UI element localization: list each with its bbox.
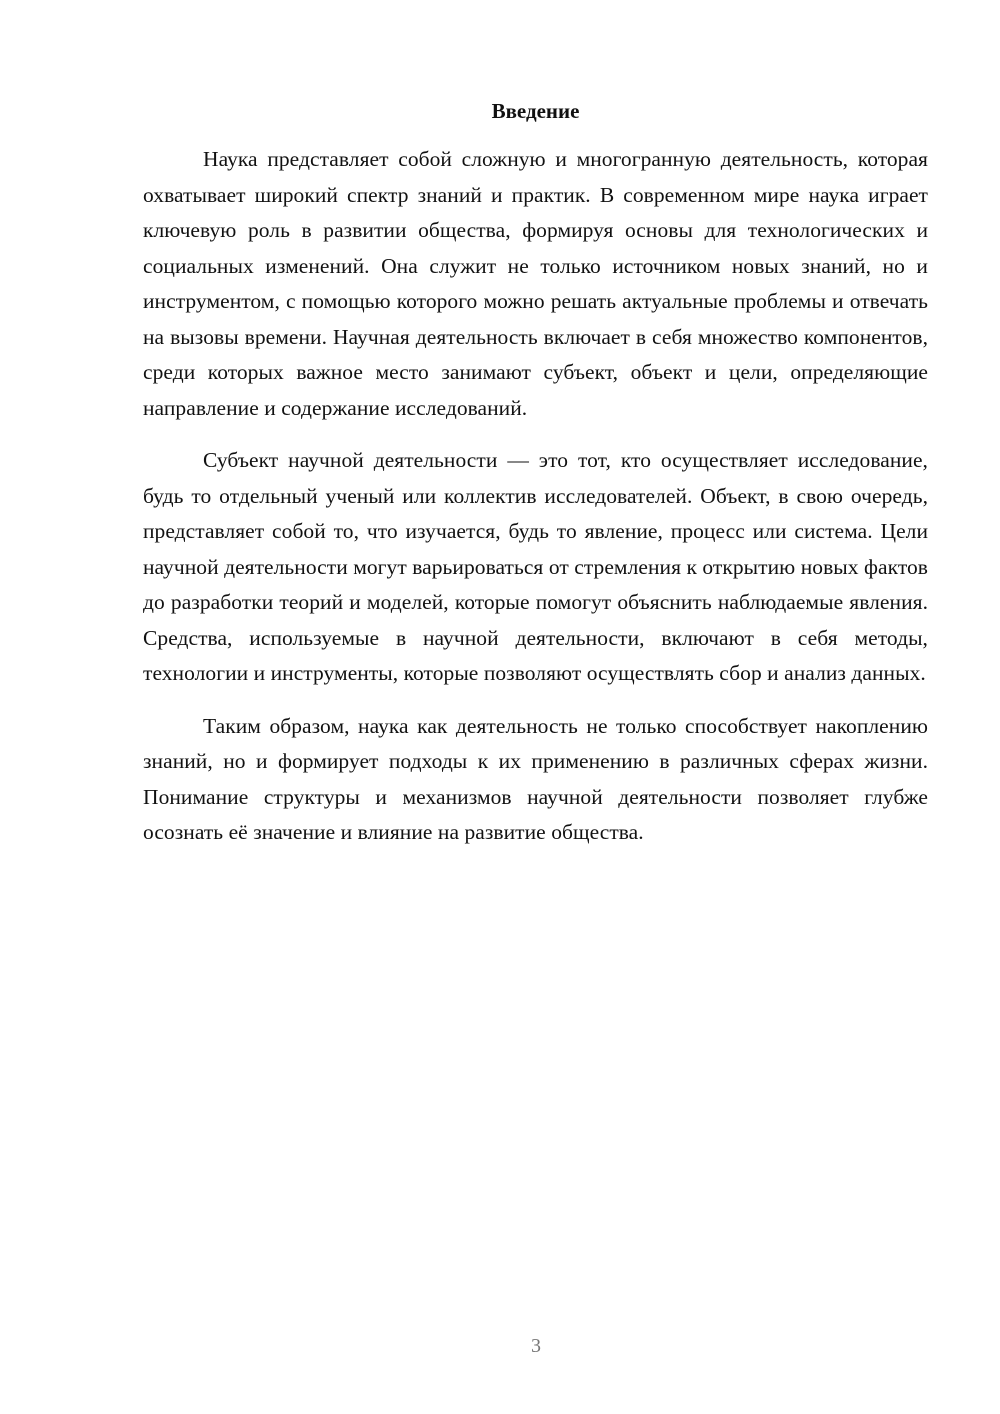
section-title: Введение [491,99,580,123]
document-content [143,96,928,851]
paragraph-2: Субъект научной деятельности — это тот, кто осуществляет исследование, будь то отдельный ученый или коллектив исследователей. Объект, в свою очередь, представляет собой то, что изучается, будь то явление, процесс или система. Цели научной деятельности могут варьироваться от стремления к открытию новых фактов до разработки теорий и моделей, которые помогут объяснить наблюдаемые явления. Средства, используемые в научной деятельности, включают в себя методы, технологии и инструменты, которые позволяют осуществлять сбор и анализ данных. [143,448,928,685]
paragraph-1: Наука представляет собой сложную и многогранную деятельность, которая охватывает широкий спектр знаний и практик. В современном мире наука играет ключевую роль в развитии общества, формируя основы для технологических и социальных изменений. Она служит не только источником новых знаний, но и инструментом, с помощью которого можно решать актуальные проблемы и отвечать на вызовы времени. Научная деятельность включает в себя множество компонентов, среди которых важное место занимают субъект, объект и цели, определяющие направление и содержание исследований. [143,147,928,420]
page-number: 3 [531,1335,541,1357]
paragraph-3: Таким образом, наука как деятельность не только способствует накоплению знаний, но и формирует подходы к их применению в различных сферах жизни. Понимание структуры и механизмов научной деятельности позволяет глубже осознать её значение и влияние на развитие общества. [143,713,928,844]
